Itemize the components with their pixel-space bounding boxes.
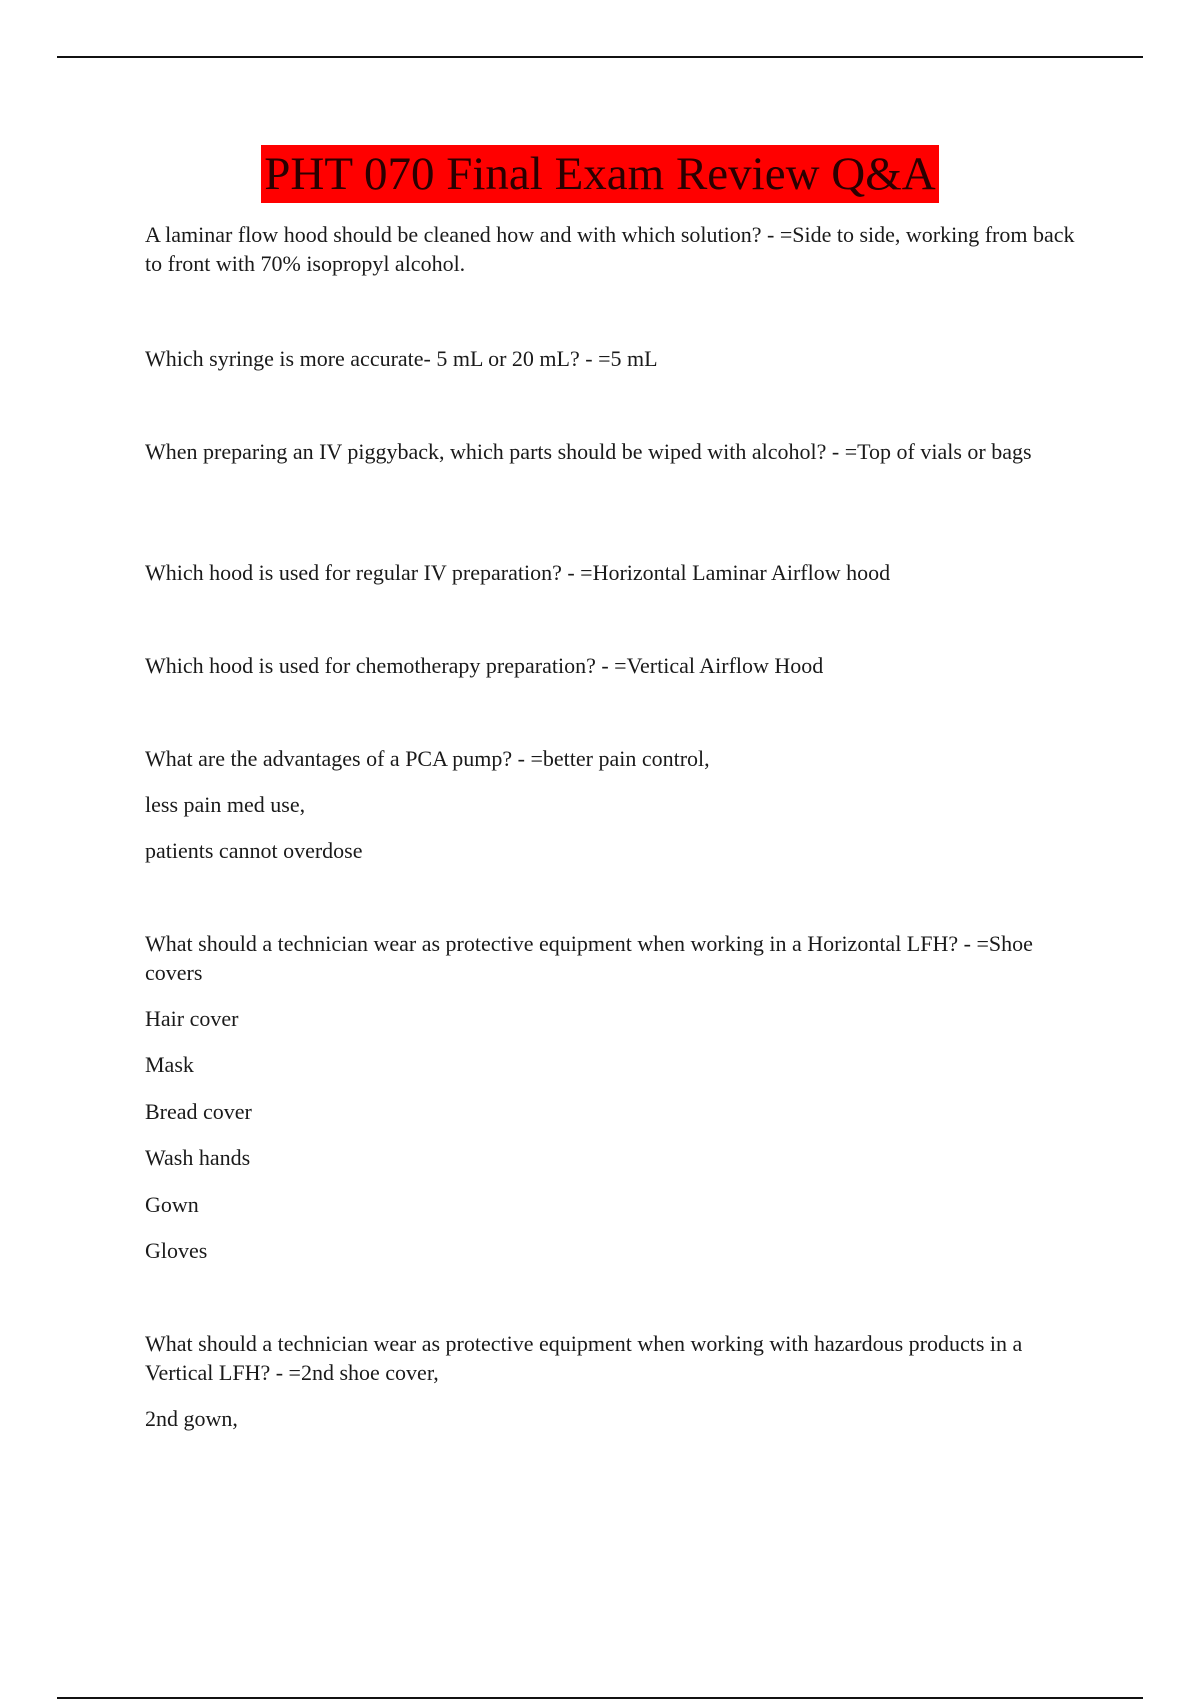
qa-item-3: When preparing an IV piggyback, which parts should be wiped with alcohol? - =Top of vials or bags — [145, 439, 1032, 464]
qa-item-5: Which hood is used for chemotherapy preparation? - =Vertical Airflow Hood — [145, 653, 824, 678]
qa-item-7-line-4: Bread cover — [145, 1099, 252, 1124]
qa-item-7-line-7: Gloves — [145, 1238, 208, 1263]
qa-item-8: What should a technician wear as protective equipment when working with hazardous products in a Vertical LFH? - =2nd shoe cover, — [145, 1331, 1023, 1385]
title-block — [0, 145, 1200, 203]
qa-item-7-line-3: Mask — [145, 1052, 194, 1077]
footer-rule — [57, 1697, 1143, 1699]
qa-item-7-line-6: Gown — [145, 1192, 199, 1217]
qa-item-7: What should a technician wear as protective equipment when working in a Horizontal LFH? - =Shoe covers — [145, 931, 1033, 985]
document-title: PHT 070 Final Exam Review Q&A — [261, 145, 938, 203]
qa-item-1: A laminar flow hood should be cleaned how and with which solution? - =Side to side, working from back to front with 70% isopropyl alcohol. — [145, 222, 1075, 276]
qa-item-4: Which hood is used for regular IV preparation? - =Horizontal Laminar Airflow hood — [145, 560, 891, 585]
header-rule — [57, 56, 1143, 58]
qa-item-7-line-2: Hair cover — [145, 1006, 239, 1031]
qa-item-7-line-5: Wash hands — [145, 1145, 251, 1170]
qa-item-8-line-2: 2nd gown, — [145, 1406, 238, 1431]
qa-item-2: Which syringe is more accurate- 5 mL or 20 mL? - =5 mL — [145, 346, 658, 371]
qa-item-6-line-3: patients cannot overdose — [145, 838, 363, 863]
qa-item-6-line-2: less pain med use, — [145, 792, 306, 817]
qa-item-6: What are the advantages of a PCA pump? - =better pain control, — [145, 746, 710, 771]
